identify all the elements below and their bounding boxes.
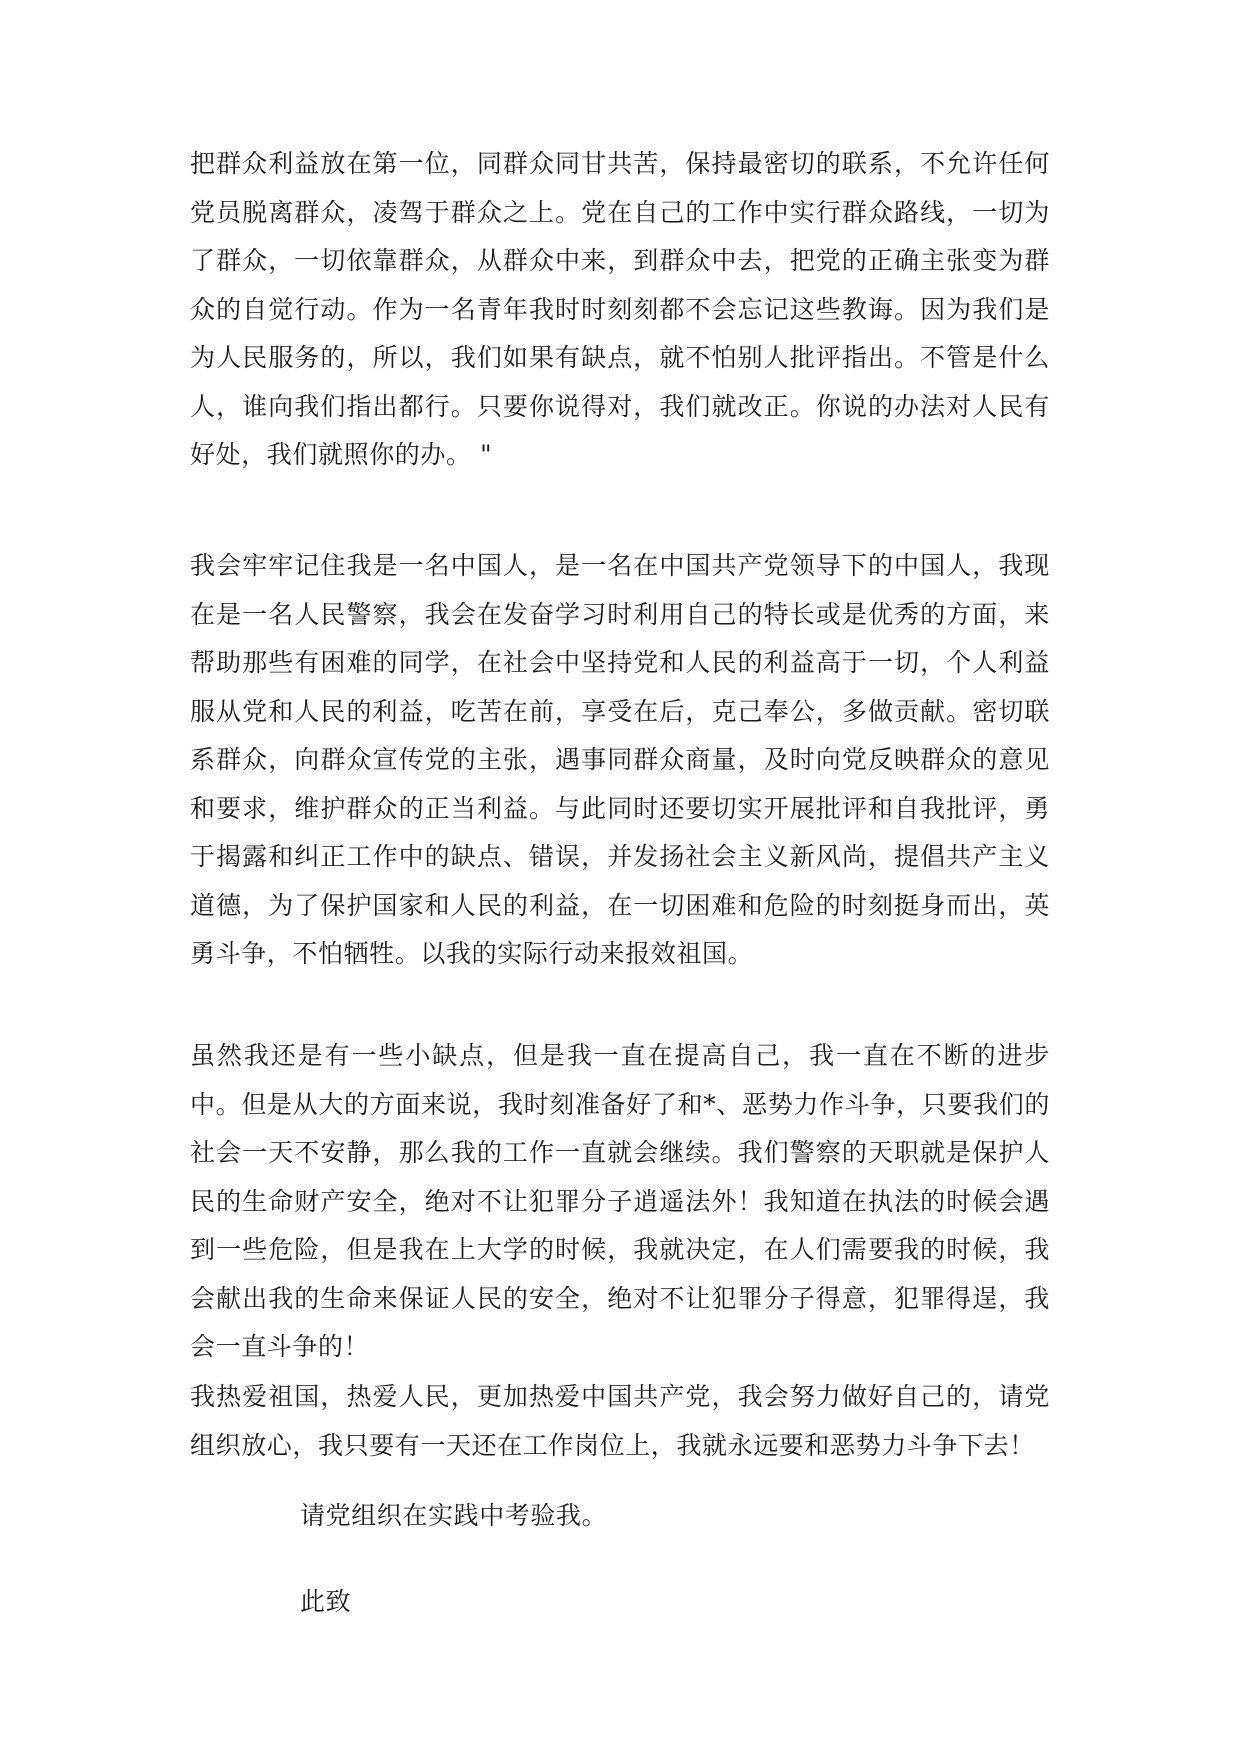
body-paragraph: 我热爱祖国，热爱人民，更加热爱中国共产党，我会努力做好自己的，请党组织放心，我只要有一天还在工作岗位上，我就永远要和恶势力斗争下去！ [190, 1382, 1050, 1460]
closing-salutation: 此致 [300, 1587, 352, 1616]
body-paragraph: 虽然我还是有一些小缺点，但是我一直在提高自己，我一直在不断的进步中。但是从大的方面来说，我时刻准备好了和*、恶势力作斗争，只要我们的社会一天不安静，那么我的工作一直就会继续。我们警察的天职就是保护人民的生命财产安全，绝对不让犯罪分子逍遥法外！我知道在执法的时候会遇到一些危险，但是我在上大学的时候，我就决定，在人们需要我的时候，我会献出我的生命来保证人民的安全，绝对不让犯罪分子得意，犯罪得逞，我会一直斗争的！ [190, 1041, 1050, 1361]
closing-request: 请党组织在实践中考验我。 [300, 1501, 608, 1530]
body-paragraph: 把群众利益放在第一位，同群众同甘共苦，保持最密切的联系，不允许任何党员脱离群众，凌驾于群众之上。党在自己的工作中实行群众路线，一切为了群众，一切依靠群众，从群众中来，到群众中去，把党的正确主张变为群众的自觉行动。作为一名青年我时时刻刻都不会忘记这些教诲。因为我们是为人民服务的，所以，我们如果有缺点，就不怕别人批评指出。不管是什么人，谁向我们指出都行。只要你说得对，我们就改正。你说的办法对人民有好处，我们就照你的办。 " [190, 149, 1050, 469]
body-paragraph: 我会牢牢记住我是一名中国人，是一名在中国共产党领导下的中国人，我现在是一名人民警察，我会在发奋学习时利用自己的特长或是优秀的方面，来帮助那些有困难的同学，在社会中坚持党和人民的利益高于一切，个人利益服从党和人民的利益，吃苦在前，享受在后，克己奉公，多做贡献。密切联系群众，向群众宣传党的主张，遇事同群众商量，及时向党反映群众的意见和要求，维护群众的正当利益。与此同时还要切实开展批评和自我批评，勇于揭露和纠正工作中的缺点、错误，并发扬社会主义新风尚，提倡共产主义道德，为了保护国家和人民的利益，在一切困难和危险的时刻挺身而出，英勇斗争，不怕牺牲。以我的实际行动来报效祖国。 [190, 551, 1050, 968]
